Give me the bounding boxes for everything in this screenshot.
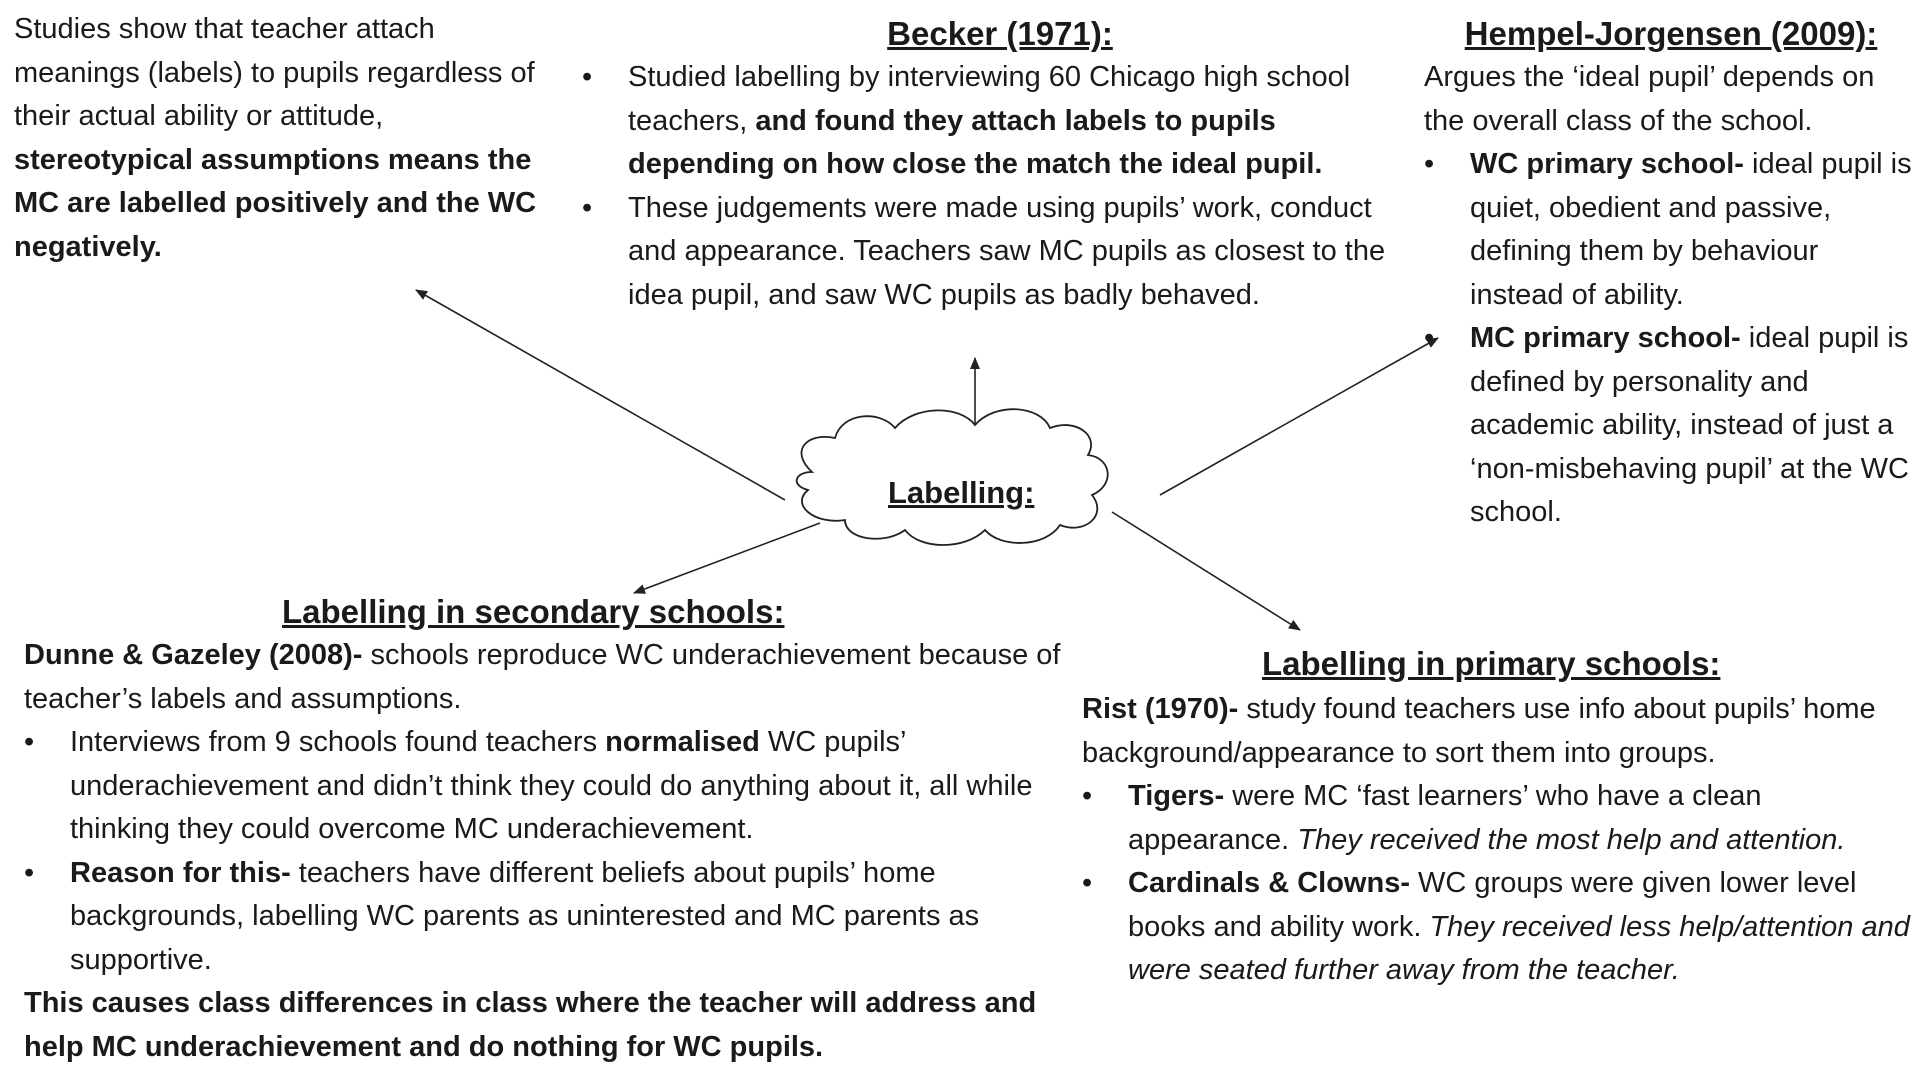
primary-intro: Rist (1970)- study found teachers use info about pupils’ home background/appearance to sort them into groups. [1082,693,1876,769]
arrow-to-hempel [1160,338,1438,495]
becker-heading: Becker (1971): [887,15,1113,52]
hempel-bullet-1: • WC primary school- ideal pupil is quiet, obedient and passive, defining them by behaviour instead of ability. [1424,143,1916,317]
primary-body [1082,688,1916,993]
becker-bullet-2: • These judgements were made using pupils’ work, conduct and appearance. Teachers saw MC pupils as closest to the idea pupil, and saw WC pupils as badly behaved. [582,187,1410,318]
primary-bullet-2: • Cardinals & Clowns- WC groups were given lower level books and ability work. They received less help/attention and were seated further away from the teacher. [1082,862,1916,993]
hempel-heading: Hempel-Jorgensen (2009): [1464,15,1878,52]
hempel-bullet-2: • MC primary school- ideal pupil is defined by personality and academic ability, instead of just a ‘non-misbehaving pupil’ at the WC school. [1424,317,1916,535]
hempel-intro: Argues the ‘ideal pupil’ depends on the overall class of the school. [1424,61,1875,137]
primary-heading: Labelling in primary schools: [1262,645,1721,682]
secondary-intro: Dunne & Gazeley (2008)- schools reproduce WC underachievement because of teacher’s labels and assumptions. [24,639,1061,715]
secondary-bullet-2: • Reason for this- teachers have different beliefs about pupils’ home backgrounds, labelling WC parents as uninterested and MC parents as supportive. [24,852,1084,983]
top-left-plain: Studies show that teacher attach meanings (labels) to pupils regardless of their actual ability or attitude, [14,13,535,132]
top-left-text [14,8,554,269]
becker-body [582,56,1410,317]
primary-bullet-1: • Tigers- were MC ‘fast learners’ who have a clean appearance. They received the most help and attention. [1082,775,1916,862]
secondary-heading: Labelling in secondary schools: [282,593,785,630]
center-label: Labelling: [888,475,1035,510]
secondary-body [24,634,1084,1069]
arrow-to-secondary [634,523,820,593]
hempel-body [1424,56,1916,535]
secondary-bullet-1: • Interviews from 9 schools found teachers normalised WC pupils’ underachievement and didn’t think they could do anything about it, all while thinking they could overcome MC underachievement. [24,721,1084,852]
top-left-bold: stereotypical assumptions means the MC are labelled positively and the WC negatively. [14,143,537,263]
becker-bullet-1: • Studied labelling by interviewing 60 Chicago high school teachers, and found they attach labels to pupils depending on how close the match the ideal pupil. [582,56,1410,187]
secondary-conclusion: This causes class differences in class where the teacher will address and help MC underachievement and do nothing for WC pupils. [24,987,1037,1063]
arrow-to-primary [1112,512,1300,630]
arrow-to-top-left [416,290,785,500]
